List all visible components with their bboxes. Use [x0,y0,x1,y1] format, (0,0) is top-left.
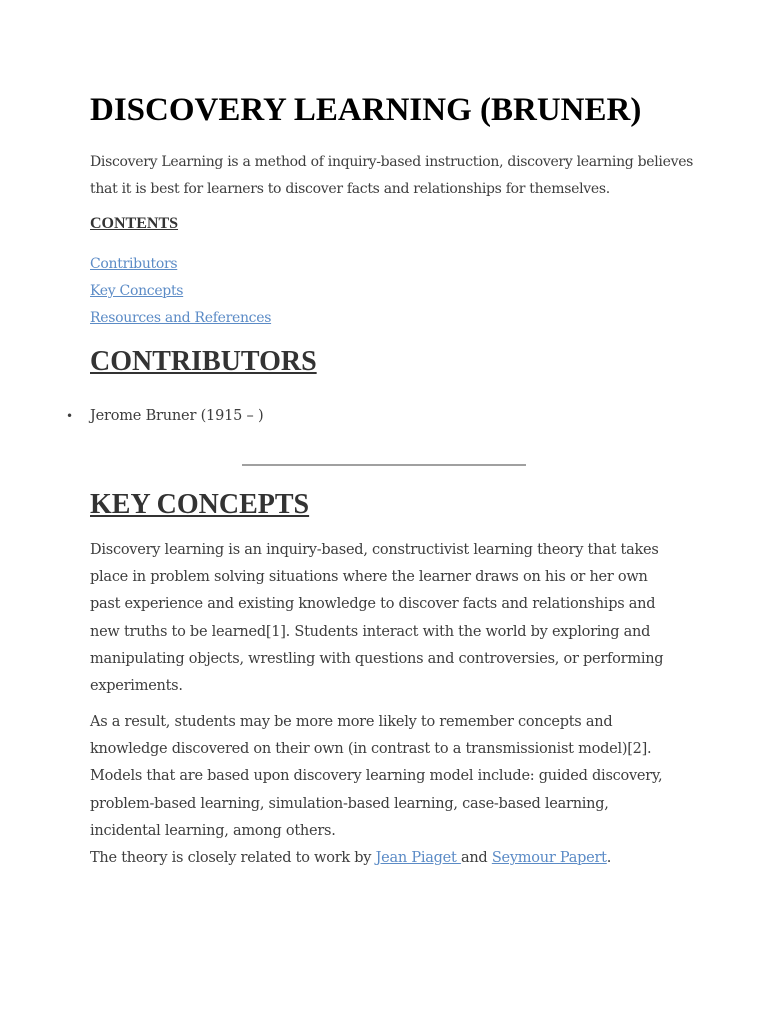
contributors-heading: CONTRIBUTORS [90,346,317,377]
toc-item-key-concepts [90,280,271,307]
paragraph-line: knowledge discovered on their own (in contrast to a transmissionist model)[2]. [90,741,652,758]
paragraph-line: As a result, students may be more more likely to remember concepts and [90,714,613,730]
key-concepts-paragraph-2 [90,709,690,872]
paragraph-line: place in problem solving situations where the learner draws on his or her own [90,569,648,586]
toc-link-resources[interactable]: Resources and References [90,310,272,326]
paragraph-line: past experience and existing knowledge to discover facts and relationships and [90,596,656,613]
bullet-icon: • [66,409,73,423]
paragraph-line: incidental learning, among others. [90,822,336,839]
contributors-list [66,403,263,429]
contributor-name: Jerome Bruner (1915 – ) [90,408,264,424]
intro-line: that it is best for learners to discover facts and relationships for themselves. [90,181,610,197]
key-concepts-heading: KEY CONCEPTS [90,489,310,520]
seymour-papert-link[interactable]: Seymour Papert [491,850,607,867]
related-work-suffix: . [606,850,612,867]
paragraph-line: Models that are based upon discovery learning model include: guided discovery, [90,768,663,785]
paragraph-line: experiments. [90,678,183,695]
paragraph-line: new truths to be learned[1]. Students interact with the world by exploring and [90,623,651,640]
intro-line: Discovery Learning is a method of inquiry-based instruction, discovery learning believes [90,154,694,170]
related-work-prefix: The theory is closely related to work by [90,850,376,867]
related-work-line [90,845,690,872]
related-work-middle: and [460,850,492,867]
toc-link-key-concepts[interactable]: Key Concepts [90,283,184,299]
list-item [66,403,263,429]
table-of-contents [90,253,271,334]
paragraph-line: Discovery learning is an inquiry-based, constructivist learning theory that takes [90,542,659,558]
paragraph-line: manipulating objects, wrestling with questions and controversies, or performing [90,650,664,667]
page-title: DISCOVERY LEARNING (BRUNER) [90,92,642,128]
toc-item-resources [90,307,271,334]
horizontal-divider [242,464,526,466]
key-concepts-paragraph-1 [90,537,690,700]
intro-paragraph [90,149,694,203]
toc-item-contributors [90,253,271,280]
paragraph-line: problem-based learning, simulation-based learning, case-based learning, [90,795,609,812]
toc-link-contributors[interactable]: Contributors [90,256,178,272]
contents-heading: CONTENTS [90,215,179,232]
jean-piaget-link[interactable]: Jean Piaget [375,850,461,867]
